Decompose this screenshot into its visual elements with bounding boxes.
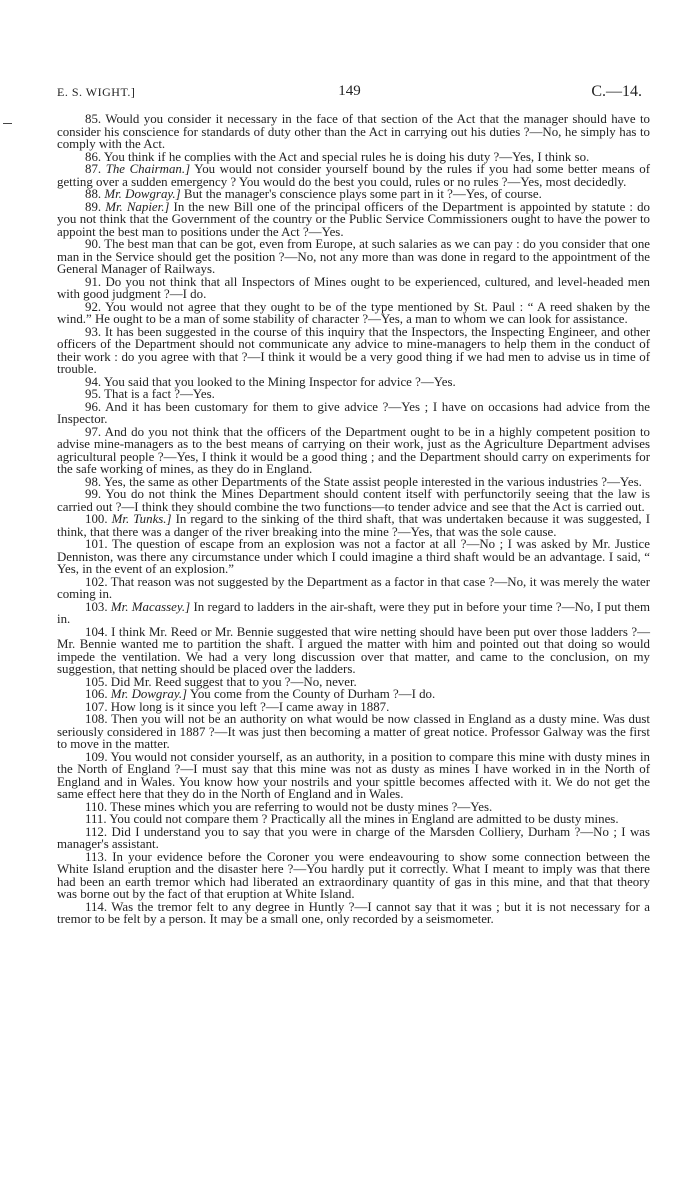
question-answer-text: You could not compare them ? Practically all the mines in England are admitted to be dusty mines. <box>109 812 619 826</box>
testimony-paragraph <box>57 113 650 151</box>
question-answer-text: That reason was not suggested by the Department as a factor in that case ?—No, it was merely the water coming in. <box>57 574 650 601</box>
question-answer-text: You said that you looked to the Mining Inspector for advice ?—Yes. <box>103 374 456 389</box>
testimony-paragraph <box>57 488 650 513</box>
question-number: 99. <box>85 487 102 501</box>
question-number: 111. <box>85 812 107 826</box>
page-number: 149 <box>338 83 361 99</box>
question-number: 110. <box>85 799 108 814</box>
speaker-label: Mr. Dowgray.] <box>104 187 181 201</box>
testimony-paragraph <box>57 163 650 188</box>
question-number: 90. <box>85 237 102 251</box>
question-answer-text: Did Mr. Reed suggest that to you ?—No, never. <box>110 674 357 689</box>
question-number: 102. <box>85 574 108 589</box>
speaker-label: Mr. Dowgray.] <box>110 687 188 701</box>
testimony-paragraph <box>57 626 650 676</box>
testimony-paragraph <box>57 238 650 276</box>
question-number: 89. <box>85 199 102 214</box>
question-answer-text: These mines which you are referring to would not be dusty mines ?—Yes. <box>110 799 493 814</box>
question-answer-text: You think if he complies with the Act and special rules he is doing his duty ?—Yes, I think so. <box>103 149 590 164</box>
speaker-label: The Chairman.] <box>105 162 191 176</box>
speaker-label: Mr. Macassey.] <box>110 599 191 614</box>
question-answer-text: In your evidence before the Coroner you were endeavouring to show some connection between the White Island eruption and the disaster here ?—You hardly put it correctly. What I meant to imply was that there had been an earth tremor which had liberated an extraordinary quantity of gas in this mine, and that that theory was borne out by the fact of that eruption at White Island. <box>57 849 650 901</box>
question-number: 98. <box>85 474 102 489</box>
testimony-paragraph <box>57 513 650 538</box>
testimony-paragraph <box>57 601 650 626</box>
question-number: 88. <box>85 187 102 201</box>
testimony-paragraph <box>57 326 650 376</box>
question-number: 94. <box>85 374 102 389</box>
testimony-paragraph <box>57 751 650 801</box>
question-number: 87. <box>85 162 102 176</box>
document-reference: C.—14. <box>591 83 642 100</box>
question-number: 105. <box>85 674 108 689</box>
question-answer-text: You would not agree that they ought to be of the type mentioned by St. Paul : “ A reed shaken by the wind.” He ought to be a man of some stability of character ?—Yes, a man to whom we can look for assistance. <box>57 299 650 326</box>
question-answer-text: It has been suggested in the course of this inquiry that the Inspectors, the Inspecting Engineer, and other officers of the Department should not communicate any advice to mine-managers to help them in the conduct of their work : do you agree with that ?—I think it would be a very good thing if we had men to advise us in time of trouble. <box>57 324 650 376</box>
question-answer-text: That is a fact ?—Yes. <box>104 387 215 401</box>
question-number: 96. <box>85 399 102 414</box>
question-number: 93. <box>85 324 102 339</box>
question-answer-text: The best man that can be got, even from Europe, at such salaries as we can pay : do you consider that one man in the Service should get the position ?—No, not any more than was done in regard to the appointment of the General Manager of Railways. <box>57 237 650 276</box>
question-answer-text: Did I understand you to say that you were in charge of the Marsden Colliery, Durham ?—No ; I was manager's assistant. <box>57 824 650 851</box>
page-header <box>57 85 642 103</box>
question-number: 92. <box>85 299 102 314</box>
question-number: 85. <box>85 112 102 126</box>
question-answer-text: In regard to ladders in the air-shaft, were they put in before your time ?—No, I put them in. <box>57 599 651 626</box>
testimony-paragraph <box>57 201 650 239</box>
question-number: 86. <box>85 149 102 164</box>
question-answer-text: Then you will not be an authority on what would be now classed in England as a dusty mine. Was dust seriously considered in 1887 ?—It was just then becoming a matter of great notice. Professor Galway was the first to move in the matter. <box>57 712 650 751</box>
speaker-label: Mr. Napier.] <box>105 199 170 214</box>
testimony-paragraph <box>57 901 650 926</box>
speaker-label: Mr. Tunks.] <box>111 512 172 526</box>
question-number: 114. <box>85 899 108 914</box>
question-answer-text: I think Mr. Reed or Mr. Bennie suggested that wire netting should have been put over those ladders ?—Mr. Bennie wanted me to partition the shaft. I argued the matter with him and pointed out that doing so would impede the ventilation. We had a very long discussion over that matter, and came to the conclusion, on my suggestion, that netting should be placed over the ladders. <box>57 624 650 676</box>
question-number: 113. <box>85 849 108 864</box>
header-witness-name: E. S. WIGHT.] <box>57 85 136 99</box>
testimony-paragraph <box>57 713 650 751</box>
question-number: 100. <box>85 512 108 526</box>
testimony-paragraph <box>57 851 650 901</box>
question-number: 106. <box>85 687 108 701</box>
testimony-paragraph <box>57 426 650 476</box>
question-answer-text: How long is it since you left ?—I came away in 1887. <box>110 699 390 714</box>
question-answer-text: In the new Bill one of the principal officers of the Department is appointed by statute : do you not think that the Government of the country or the Public Service Commissioners ought to have the power to appoint the best man to positions under the Act ?—Yes. <box>57 199 650 239</box>
testimony-paragraph <box>57 301 650 326</box>
question-answer-text: Do you not think that all Inspectors of Mines ought to be experienced, cultured, and level-headed men with good judgment ?—I do. <box>57 274 650 301</box>
margin-mark <box>3 123 12 124</box>
question-answer-text: The question of escape from an explosion was not a factor at all ?—No ; I was asked by Mr. Justice Denniston, was there any circumstance under which I could imagine a third shaft would be an advantage. I said, “ Yes, in the event of an explosion.” <box>57 537 650 576</box>
testimony-paragraph <box>57 826 650 851</box>
testimony-paragraph <box>57 576 650 601</box>
question-answer-text: Would you consider it necessary in the face of that section of the Act that the manager should have to consider his conscience for standards of duty other than the Act in carrying out his duties ?—No, he simply has to comply with the Act. <box>57 112 650 151</box>
question-number: 103. <box>85 599 108 614</box>
question-answer-text: You come from the County of Durham ?—I do. <box>189 687 436 701</box>
question-number: 97. <box>85 424 102 439</box>
question-number: 108. <box>85 712 108 726</box>
question-number: 101. <box>85 537 108 551</box>
question-answer-text: And do you not think that the officers of the Department ought to be in a highly competent position to advise mine-managers as to the best means of carrying on their work, just as the Agriculture Department advises agricultural people ?—Yes, I think it would be a good thing ; and the Department should carry on experiments for the safe working of mines, as they do in England. <box>57 424 650 476</box>
question-number: 107. <box>85 699 108 714</box>
question-answer-text: You would not consider yourself bound by the rules if you had some better means of getting over a sudden emergency ? You would do the best you could, rules or no rules ?—Yes, most decidedly. <box>57 162 650 189</box>
question-number: 95. <box>85 387 102 401</box>
testimony-paragraph <box>57 401 650 426</box>
question-answer-text: You would not consider yourself, as an authority, in a position to compare this mine with dusty mines in the North of England ?—I must say that this mine was not as dusty as mines I have worked in in the North of England and in Wales. You know how your nostrils and your spittle becomes affected with it. We do not get the same effect here that they do in the North of England and in Wales. <box>57 749 650 801</box>
question-number: 112. <box>85 824 108 839</box>
testimony-paragraph <box>57 538 650 576</box>
question-answer-text: You do not think the Mines Department should content itself with perfunctorily seeing that the law is carried out ?—I think they should combine the two functions—to tender advice and see that the Act is carried out. <box>57 487 650 514</box>
question-number: 104. <box>85 624 108 639</box>
question-answer-text: And it has been customary for them to give advice ?—Yes ; I have on occasions had advice from the Inspector. <box>57 399 651 426</box>
question-number: 109. <box>85 749 108 764</box>
question-answer-text: Yes, the same as other Departments of the State assist people interested in the various industries ?—Yes. <box>103 474 642 489</box>
question-answer-text: But the manager's conscience plays some part in it ?—Yes, of course. <box>183 187 542 201</box>
question-answer-text: In regard to the sinking of the third shaft, that was undertaken because it was suggested, I think, that there was a danger of the river breaking into the mine ?—Yes, that was the sole cause. <box>57 512 650 539</box>
question-number: 91. <box>85 274 102 289</box>
testimony-paragraph <box>57 276 650 301</box>
question-answer-text: Was the tremor felt to any degree in Huntly ?—I cannot say that it was ; but it is not necessary for a tremor to be felt by a person. It may be a small one, only recorded by a seismometer. <box>57 899 650 926</box>
testimony-body <box>57 113 650 926</box>
